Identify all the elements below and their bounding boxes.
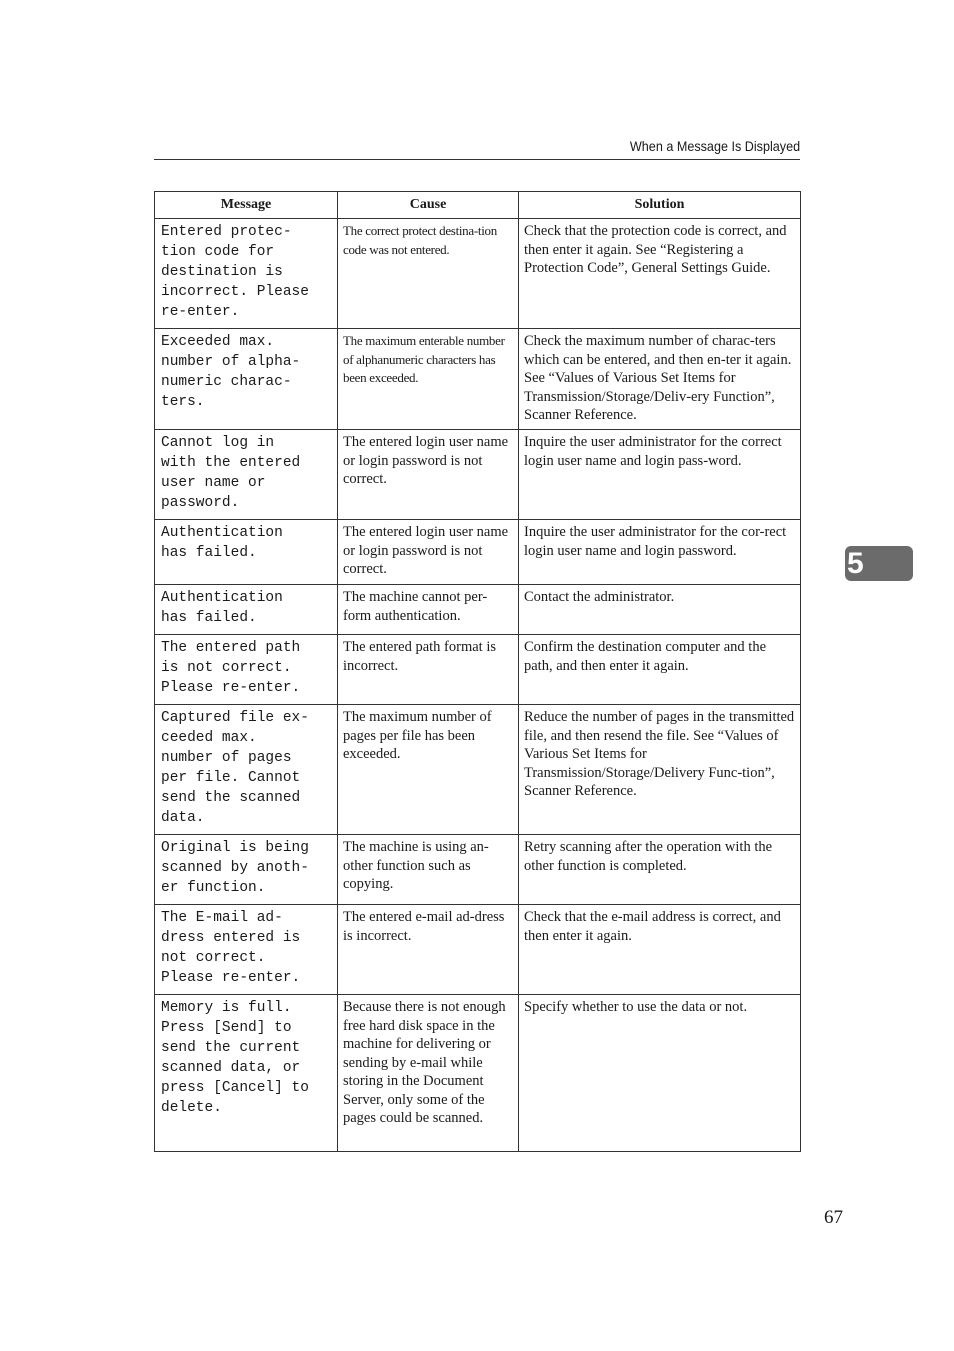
message-cell: Captured file ex- ceeded max. number of pages per file. Cannot send the scanned data. (155, 705, 338, 835)
chapter-tab (845, 546, 913, 581)
cause-cell: The entered login user name or login password is not correct. (338, 430, 519, 520)
column-header-message: Message (155, 192, 338, 219)
message-cell: Entered protec- tion code for destination is incorrect. Please re-enter. (155, 219, 338, 329)
solution-cell: Confirm the destination computer and the path, and then enter it again. (519, 635, 801, 705)
cause-cell: The entered login user name or login password is not correct. (338, 520, 519, 585)
message-cell: Exceeded max. number of alpha- numeric charac- ters. (155, 329, 338, 430)
table-row (155, 705, 801, 835)
solution-cell: Reduce the number of pages in the transmitted file, and then resend the file. See “Values of Various Set Items for Transmission/Storage/Delivery Func-tion”, Scanner Reference. (519, 705, 801, 835)
solution-cell: Check that the protection code is correct, and then enter it again. See “Registering a Protection Code”, General Settings Guide. (519, 219, 801, 329)
solution-cell: Specify whether to use the data or not. (519, 995, 801, 1152)
page-number: 67 (824, 1207, 843, 1228)
solution-cell: Check the maximum number of charac-ters which can be entered, and then en-ter it again. See “Values of Various Set Items for Transmission/Storage/Deliv-ery Function”, Scanner Reference. (519, 329, 801, 430)
solution-cell: Inquire the user administrator for the correct login user name and login pass-word. (519, 430, 801, 520)
solution-cell: Retry scanning after the operation with the other function is completed. (519, 835, 801, 905)
cause-cell: The entered e-mail ad-dress is incorrect. (338, 905, 519, 995)
table-header-row (155, 192, 801, 219)
column-header-solution: Solution (519, 192, 801, 219)
column-header-cause: Cause (338, 192, 519, 219)
cause-cell: The machine is using an-other function such as copying. (338, 835, 519, 905)
message-cell: The entered path is not correct. Please re-enter. (155, 635, 338, 705)
table-row (155, 635, 801, 705)
table-row (155, 520, 801, 585)
message-cell: The E-mail ad- dress entered is not correct. Please re-enter. (155, 905, 338, 995)
table-row (155, 995, 801, 1152)
cause-cell: The maximum number of pages per file has been exceeded. (338, 705, 519, 835)
table-row (155, 835, 801, 905)
table-row (155, 905, 801, 995)
message-table (154, 191, 801, 1152)
cause-cell: The entered path format is incorrect. (338, 635, 519, 705)
message-cell: Memory is full. Press [Send] to send the current scanned data, or press [Cancel] to delete. (155, 995, 338, 1152)
table-row (155, 219, 801, 329)
chapter-number: 5 (847, 547, 864, 580)
running-header: When a Message Is Displayed (629, 138, 800, 154)
table-row (155, 430, 801, 520)
cause-cell: The correct protect destina-tion code was not entered. (338, 219, 519, 329)
cause-cell: Because there is not enough free hard disk space in the machine for delivering or sending by e-mail while storing in the Document Server, only some of the pages could be scanned. (338, 995, 519, 1152)
table-row (155, 585, 801, 635)
header-rule (154, 159, 800, 160)
solution-cell: Inquire the user administrator for the cor-rect login user name and login password. (519, 520, 801, 585)
cause-cell: The maximum enterable number of alphanumeric characters has been exceeded. (338, 329, 519, 430)
message-cell: Authentication has failed. (155, 520, 338, 585)
message-cell: Cannot log in with the entered user name or password. (155, 430, 338, 520)
message-cell: Original is being scanned by anoth- er function. (155, 835, 338, 905)
cause-cell: The machine cannot per-form authentication. (338, 585, 519, 635)
solution-cell: Contact the administrator. (519, 585, 801, 635)
message-cell: Authentication has failed. (155, 585, 338, 635)
solution-cell: Check that the e-mail address is correct, and then enter it again. (519, 905, 801, 995)
table-row (155, 329, 801, 430)
